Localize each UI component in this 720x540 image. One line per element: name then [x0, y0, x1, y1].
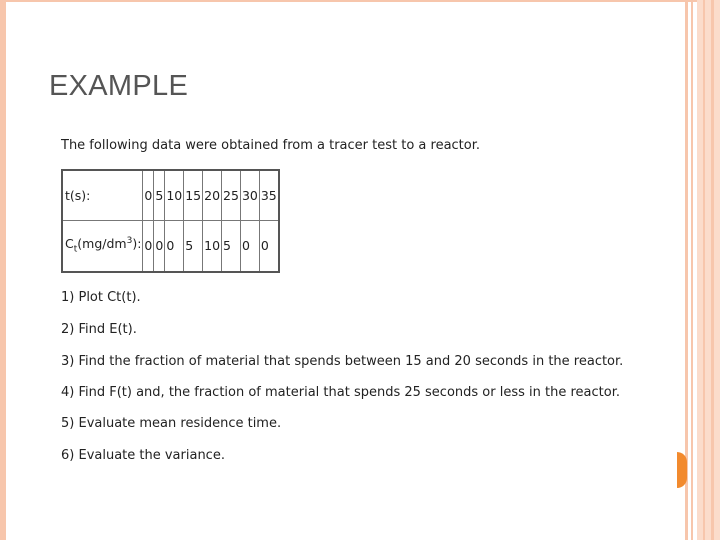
label-tail: ):	[132, 236, 142, 252]
problem-intro: The following data were obtained from a tracer test to a reactor.	[61, 138, 481, 153]
slide-frame-right-stripe	[691, 0, 693, 540]
label-units: (mg/dm	[77, 236, 127, 252]
label-sup: 3	[126, 236, 133, 247]
slide-frame-left	[0, 0, 6, 540]
slide-frame-top	[0, 0, 720, 2]
table-cell: 0	[154, 220, 165, 272]
question-item: 4) Find F(t) and, the fraction of material that spends 25 seconds or less in the reactor.	[61, 385, 620, 400]
table-cell: 10	[165, 170, 184, 220]
slide-accent-tab	[677, 452, 687, 488]
table-cell: 35	[259, 170, 278, 220]
table-row-time	[62, 170, 279, 220]
table-cell: 0	[259, 220, 278, 272]
question-item: 5) Evaluate mean residence time.	[61, 416, 282, 431]
table-cell: 0	[165, 220, 184, 272]
question-item: 1) Plot Ct(t).	[61, 290, 141, 305]
table-cell: 5	[154, 170, 165, 220]
table-cell: 5	[184, 220, 203, 272]
tracer-data-table	[61, 169, 280, 273]
table-cell: 0	[143, 170, 154, 220]
table-cell: 20	[203, 170, 222, 220]
table-cell: 10	[203, 220, 222, 272]
table-cell: 15	[184, 170, 203, 220]
label-sub: t	[73, 245, 78, 256]
table-cell: 0	[143, 220, 154, 272]
table-row-concentration	[62, 220, 279, 272]
question-item: 6) Evaluate the variance.	[61, 448, 225, 463]
table-row-label	[62, 220, 143, 272]
table-cell: 0	[240, 220, 259, 272]
table-cell: 25	[222, 170, 241, 220]
table-cell: 5	[222, 220, 241, 272]
question-item: 3) Find the fraction of material that spends between 15 and 20 seconds in the reactor.	[61, 354, 624, 369]
slide-frame-right-band	[697, 0, 720, 540]
label-main: C	[65, 236, 74, 252]
slide-title: EXAMPLE	[49, 70, 189, 102]
table-row-label: t(s):	[62, 170, 143, 220]
table-cell: 30	[240, 170, 259, 220]
question-item: 2) Find E(t).	[61, 322, 137, 337]
